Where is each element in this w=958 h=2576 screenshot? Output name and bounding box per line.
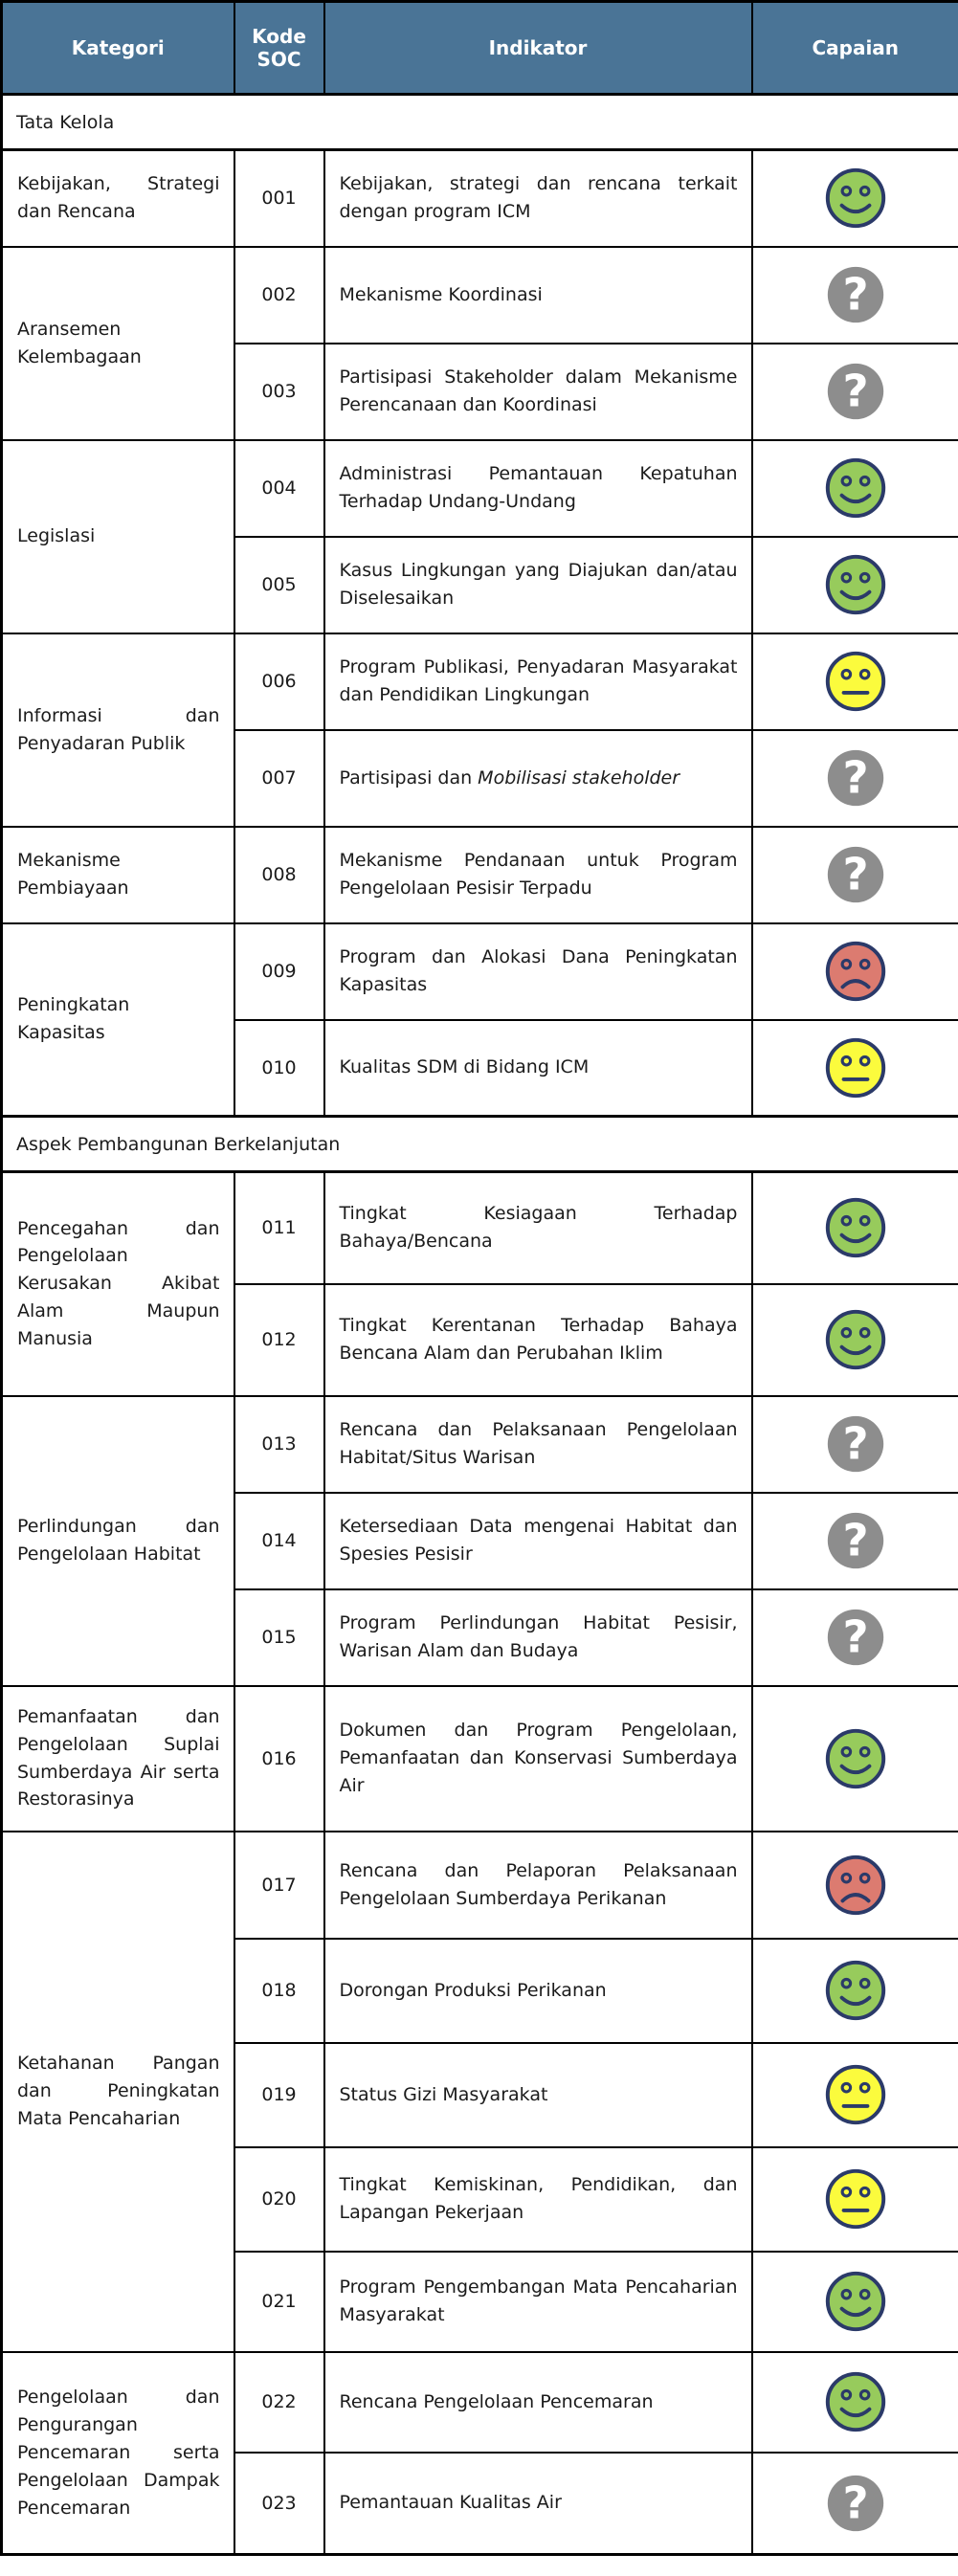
category-cell: Informasi dan Penyadaran Publik [2,633,234,827]
gray-question-mark-icon [823,1508,888,1573]
table-body [2,95,958,2555]
soc-code-cell: 011 [234,1172,324,1284]
svg-text:?: ? [842,2477,869,2530]
category-cell: Legislasi [2,440,234,633]
indicator-cell [324,730,752,827]
indicator-cell: Rencana dan Pelaporan Pelaksanaan Pengelolaan Sumberdaya Perikanan [324,1832,752,1939]
gray-question-mark-icon [823,359,888,424]
soc-code-cell: 016 [234,1686,324,1832]
yellow-neutral-face-icon [823,2166,888,2232]
achievement-cell [752,923,958,1020]
gray-question-mark-icon [823,262,888,327]
header-kode-soc: Kode SOC [234,2,324,95]
table-row [2,1686,958,1832]
soc-code-cell: 018 [234,1939,324,2043]
indicator-cell: Kasus Lingkungan yang Diajukan dan/atau Diselesaikan [324,537,752,633]
indicator-cell: Rencana Pengelolaan Pencemaran [324,2352,752,2453]
gray-question-mark-icon [823,1411,888,1477]
indicator-cell: Rencana dan Pelaksanaan Pengelolaan Habitat/Situs Warisan [324,1396,752,1493]
green-smiley-face-icon [823,455,888,521]
green-smiley-face-icon [823,1195,888,1260]
achievement-cell [752,2453,958,2555]
svg-text:?: ? [842,752,869,805]
header-row [2,2,958,95]
indicator-cell: Kualitas SDM di Bidang ICM [324,1020,752,1117]
achievement-cell [752,440,958,537]
table-row [2,923,958,1020]
achievement-cell [752,1284,958,1396]
category-cell: Aransemen Kelembagaan [2,247,234,440]
category-cell: Ketahanan Pangan dan Peningkatan Mata Pencaharian [2,1832,234,2352]
soc-code-cell: 023 [234,2453,324,2555]
soc-code-cell: 019 [234,2043,324,2147]
achievement-cell [752,2352,958,2453]
indicator-cell: Program Perlindungan Habitat Pesisir, Warisan Alam dan Budaya [324,1589,752,1686]
soc-code-cell: 009 [234,923,324,1020]
indicator-text: Partisipasi dan [339,766,479,788]
achievement-cell [752,537,958,633]
table-row [2,2352,958,2453]
table-row [2,1396,958,1493]
soc-code-cell: 015 [234,1589,324,1686]
achievement-cell [752,1832,958,1939]
indicator-cell: Administrasi Pemantauan Kepatuhan Terhadap Undang-Undang [324,440,752,537]
green-smiley-face-icon [823,2369,888,2434]
svg-text:?: ? [842,1611,869,1664]
achievement-cell [752,150,958,247]
section-row [2,95,958,150]
indicator-cell: Ketersediaan Data mengenai Habitat dan Spesies Pesisir [324,1493,752,1589]
table-row [2,440,958,537]
section-label: Tata Kelola [2,95,958,150]
category-cell: Mekanisme Pembiayaan [2,827,234,923]
category-cell: Perlindungan dan Pengelolaan Habitat [2,1396,234,1686]
table-row [2,247,958,344]
indicator-cell: Dorongan Produksi Perikanan [324,1939,752,2043]
svg-text:?: ? [842,849,869,901]
achievement-cell [752,344,958,440]
achievement-cell [752,1493,958,1589]
soc-code-cell: 002 [234,247,324,344]
indicator-cell: Program Publikasi, Penyadaran Masyarakat dan Pendidikan Lingkungan [324,633,752,730]
indicator-cell: Tingkat Kesiagaan Terhadap Bahaya/Bencana [324,1172,752,1284]
svg-text:?: ? [842,366,869,418]
gray-question-mark-icon [823,1605,888,1670]
soc-code-cell: 021 [234,2252,324,2352]
soc-code-cell: 020 [234,2147,324,2252]
green-smiley-face-icon [823,1307,888,1372]
header-capaian: Capaian [752,2,958,95]
soc-code-cell: 004 [234,440,324,537]
red-sad-face-icon [823,939,888,1004]
svg-text:?: ? [842,1515,869,1567]
achievement-cell [752,1686,958,1832]
table-row [2,633,958,730]
gray-question-mark-icon [823,2471,888,2536]
achievement-cell [752,1396,958,1493]
header-indikator: Indikator [324,2,752,95]
green-smiley-face-icon [823,1726,888,1791]
indicator-cell: Tingkat Kemiskinan, Pendidikan, dan Lapangan Pekerjaan [324,2147,752,2252]
green-smiley-face-icon [823,1958,888,2023]
indicator-italic-text: Mobilisasi stakeholder [478,766,680,788]
achievement-cell [752,827,958,923]
green-smiley-face-icon [823,2269,888,2334]
header-kategori: Kategori [2,2,234,95]
svg-text:?: ? [842,269,869,322]
category-cell: Peningkatan Kapasitas [2,923,234,1117]
soc-code-cell: 003 [234,344,324,440]
table-row [2,827,958,923]
table-row [2,1172,958,1284]
indicator-cell: Program dan Alokasi Dana Peningkatan Kapasitas [324,923,752,1020]
indicator-cell: Dokumen dan Program Pengelolaan, Pemanfaatan dan Konservasi Sumberdaya Air [324,1686,752,1832]
indicator-cell: Status Gizi Masyarakat [324,2043,752,2147]
gray-question-mark-icon [823,745,888,811]
soc-code-cell: 010 [234,1020,324,1117]
soc-code-cell: 012 [234,1284,324,1396]
indicator-cell: Partisipasi Stakeholder dalam Mekanisme Perencanaan dan Koordinasi [324,344,752,440]
category-cell: Kebijakan, Strategi dan Rencana [2,150,234,247]
soc-code-cell: 005 [234,537,324,633]
table-header [2,2,958,95]
table-row [2,1832,958,1939]
soc-code-cell: 013 [234,1396,324,1493]
soc-code-cell: 017 [234,1832,324,1939]
achievement-cell [752,1020,958,1117]
indicator-cell: Kebijakan, strategi dan rencana terkait dengan program ICM [324,150,752,247]
section-label: Aspek Pembangunan Berkelanjutan [2,1117,958,1172]
yellow-neutral-face-icon [823,1035,888,1100]
soc-code-cell: 014 [234,1493,324,1589]
yellow-neutral-face-icon [823,649,888,714]
yellow-neutral-face-icon [823,2062,888,2127]
red-sad-face-icon [823,1853,888,1918]
indicator-cell: Tingkat Kerentanan Terhadap Bahaya Bencana Alam dan Perubahan Iklim [324,1284,752,1396]
achievement-cell [752,247,958,344]
section-row [2,1117,958,1172]
achievement-cell [752,2252,958,2352]
gray-question-mark-icon [823,842,888,907]
green-smiley-face-icon [823,166,888,231]
category-cell: Pencegahan dan Pengelolaan Kerusakan Akibat Alam Maupun Manusia [2,1172,234,1396]
indicator-cell: Mekanisme Koordinasi [324,247,752,344]
achievement-cell [752,2043,958,2147]
achievement-cell [752,633,958,730]
category-cell: Pengelolaan dan Pengurangan Pencemaran serta Pengelolaan Dampak Pencemaran [2,2352,234,2555]
table-row [2,150,958,247]
achievement-cell [752,1939,958,2043]
soc-code-cell: 006 [234,633,324,730]
achievement-cell [752,1589,958,1686]
achievement-cell [752,1172,958,1284]
soc-code-cell: 008 [234,827,324,923]
category-cell: Pemanfaatan dan Pengelolaan Suplai Sumberdaya Air serta Restorasinya [2,1686,234,1832]
indicator-cell: Program Pengembangan Mata Pencaharian Masyarakat [324,2252,752,2352]
achievement-cell [752,730,958,827]
achievement-cell [752,2147,958,2252]
soc-code-cell: 007 [234,730,324,827]
indicator-cell: Mekanisme Pendanaan untuk Program Pengelolaan Pesisir Terpadu [324,827,752,923]
indicator-cell: Pemantauan Kualitas Air [324,2453,752,2555]
green-smiley-face-icon [823,552,888,617]
svg-text:?: ? [842,1418,869,1471]
soc-code-cell: 001 [234,150,324,247]
soc-code-cell: 022 [234,2352,324,2453]
